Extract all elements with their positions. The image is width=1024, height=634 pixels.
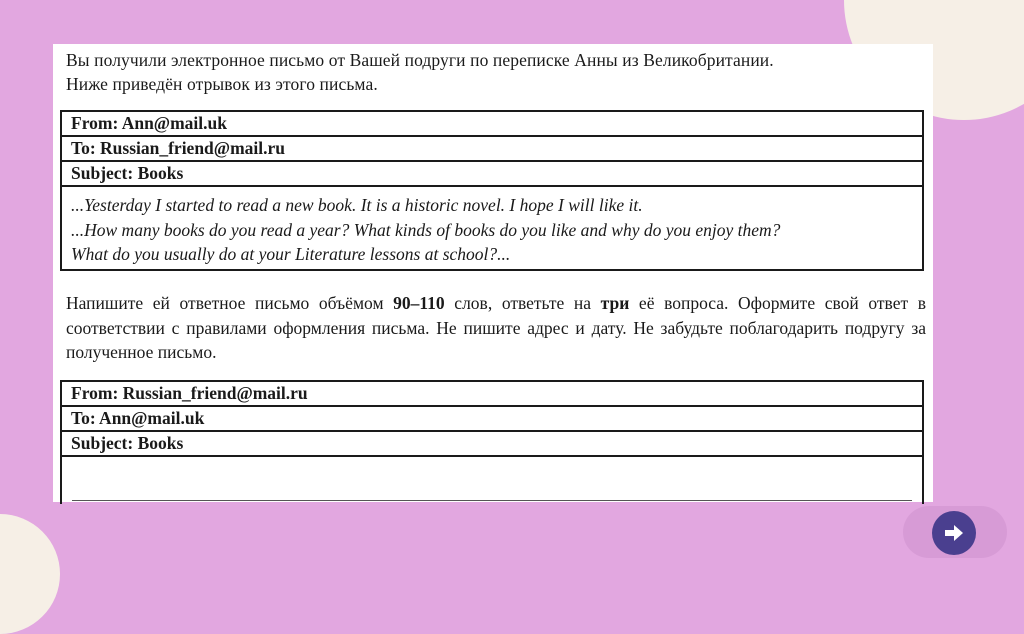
decorative-circle-bottom bbox=[0, 514, 60, 634]
task-text-2: слов, ответьте на bbox=[444, 293, 601, 313]
reply-from: From: Russian_friend@mail.ru bbox=[62, 382, 922, 407]
question-count: три bbox=[600, 293, 630, 313]
word-count: 90–110 bbox=[393, 293, 445, 313]
task-text-3: её вопроса. Оформите свой ответ в соответствии с правилами оформления письма. Не пишите адрес и дату. Не забудьте поблагодарить подругу за полученное письмо. bbox=[66, 293, 926, 362]
intro-line-1: Вы получили электронное письмо от Вашей подруги по переписке Анны из Великобритании. bbox=[66, 50, 774, 70]
arrow-right-icon bbox=[944, 524, 964, 542]
reply-to: To: Ann@mail.uk bbox=[62, 407, 922, 432]
task-instructions bbox=[66, 291, 926, 365]
incoming-letter bbox=[60, 110, 924, 271]
reply-answer-area bbox=[62, 457, 922, 507]
answer-line bbox=[72, 500, 912, 501]
task-text-1: Напишите ей ответное письмо объёмом bbox=[66, 293, 394, 313]
intro-line-2: Ниже приведён отрывок из этого письма. bbox=[66, 74, 378, 94]
letter-body bbox=[62, 187, 922, 267]
letter-subject: Subject: Books bbox=[62, 162, 922, 187]
reply-letter-form bbox=[60, 380, 924, 504]
letter-to: To: Russian_friend@mail.ru bbox=[62, 137, 922, 162]
letter-body-line-2: ...How many books do you read a year? What kinds of books do you like and why do you enjoy them? bbox=[71, 219, 781, 240]
reply-subject: Subject: Books bbox=[62, 432, 922, 457]
task-document bbox=[53, 44, 933, 502]
intro-text bbox=[66, 48, 926, 96]
letter-body-line-3: What do you usually do at your Literature lessons at school?... bbox=[71, 244, 511, 264]
next-slide-button[interactable] bbox=[932, 511, 976, 555]
letter-from: From: Ann@mail.uk bbox=[62, 112, 922, 137]
letter-body-line-1: ...Yesterday I started to read a new book. It is a historic novel. I hope I will like it. bbox=[71, 195, 643, 215]
